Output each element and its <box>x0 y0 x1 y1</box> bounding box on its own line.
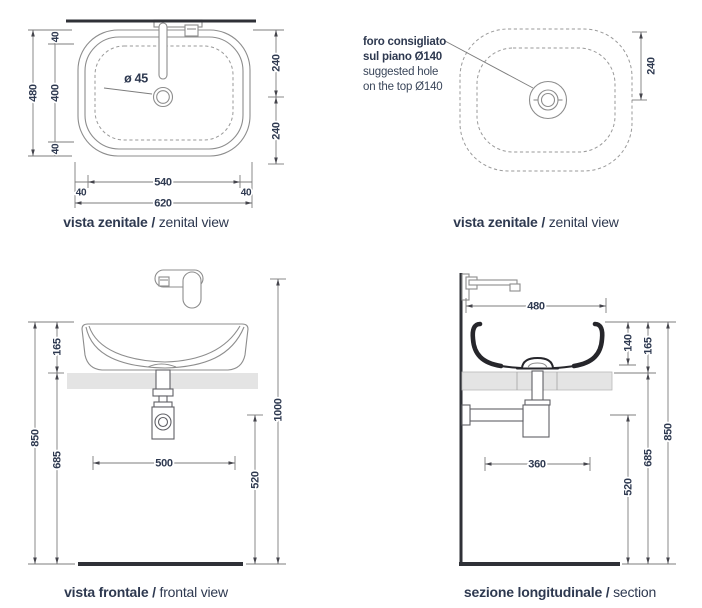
dim-label-165: 165 <box>51 338 64 356</box>
drain-pipe <box>532 371 543 404</box>
plan-view-dimensioned <box>0 0 320 212</box>
drain-through-counter <box>156 370 170 390</box>
trap-body <box>523 405 549 437</box>
caption-plan-left: vista zenitale / zenital view <box>63 214 229 230</box>
dim-label-400: 400 <box>49 84 62 102</box>
faucet-spout <box>159 23 167 79</box>
dim-label-520: 520 <box>622 478 635 496</box>
dim-label-620: 620 <box>154 197 172 210</box>
dim-label-685: 685 <box>642 449 655 467</box>
dim-label-360: 360 <box>528 458 546 471</box>
basin-plan-drawing <box>66 20 256 156</box>
dim-label-500: 500 <box>155 457 173 470</box>
faucet-spout <box>183 272 201 308</box>
dim-label-850: 850 <box>662 423 675 441</box>
dim-label-40-top: 40 <box>50 31 62 43</box>
frontal-drawing <box>67 270 258 564</box>
trap-flange <box>525 400 550 405</box>
trap-flange <box>154 402 172 407</box>
dim-label-40-left: 40 <box>75 187 87 199</box>
drain-nut <box>153 389 173 396</box>
faucet-handle <box>159 277 169 286</box>
basin-dashed-outline <box>445 29 632 171</box>
basin-body <box>82 324 248 370</box>
note-italian-1: foro consigliato <box>363 36 447 48</box>
caption-frontal: vista frontale / frontal view <box>64 584 228 600</box>
faucet-nozzle <box>510 284 520 291</box>
dim-label-240-bottom: 240 <box>270 122 283 140</box>
plan-view-suggested-hole <box>330 0 702 212</box>
note-italian-2: sul piano Ø140 <box>363 51 443 63</box>
dim-label-240: 240 <box>645 57 658 75</box>
note-english-1: suggested hole <box>363 66 439 78</box>
dim-label-520: 520 <box>249 471 262 489</box>
dim-label-40-bottom: 40 <box>50 143 62 155</box>
dimension-arrows <box>466 304 670 564</box>
caption-plan-right: vista zenitale / zenital view <box>453 214 619 230</box>
dim-label-1000: 1000 <box>272 398 285 422</box>
dim-label-480: 480 <box>527 300 545 313</box>
basin-wall-left <box>473 324 501 366</box>
note-english-2: on the top Ø140 <box>363 81 443 93</box>
basin-wall-right <box>574 324 602 366</box>
dim-label-540: 540 <box>154 176 172 189</box>
wall-drain-flange <box>462 405 470 425</box>
section-drawing <box>459 273 620 564</box>
wall-drain-pipe <box>470 409 523 421</box>
dim-label-240-top: 240 <box>270 54 283 72</box>
caption-section: sezione longitudinale / section <box>463 584 657 600</box>
dim-label-40-right: 40 <box>240 187 252 199</box>
frontal-view <box>0 250 320 580</box>
dim-label-685: 685 <box>51 451 64 469</box>
section-view <box>400 250 702 580</box>
drain-diameter-label: ø 45 <box>124 71 148 86</box>
hole-annotation <box>363 36 446 93</box>
faucet-handle <box>185 25 198 36</box>
dim-label-165: 165 <box>642 337 655 355</box>
dim-label-140: 140 <box>622 334 635 352</box>
dim-label-480: 480 <box>27 84 40 102</box>
dim-label-850: 850 <box>29 429 42 447</box>
trap-ring-inner <box>159 418 168 427</box>
